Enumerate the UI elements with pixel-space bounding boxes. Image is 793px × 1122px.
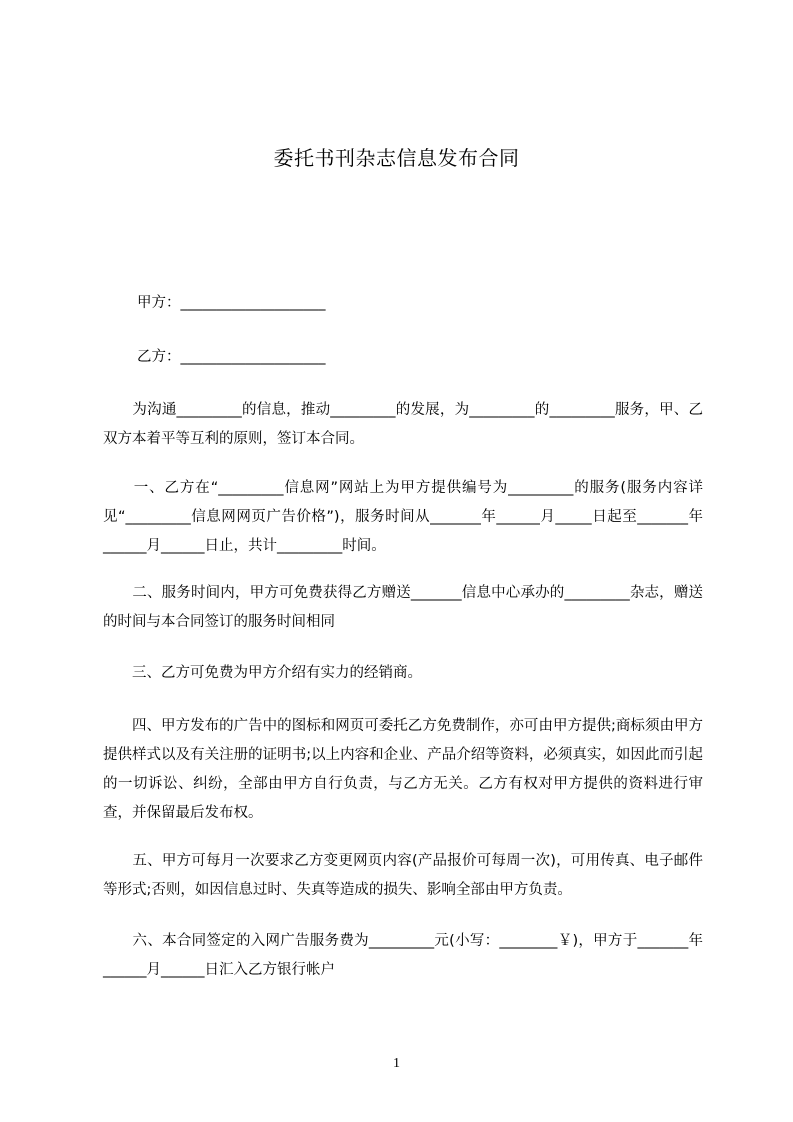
party-b-line: 乙方：____________________ xyxy=(137,349,326,365)
clause-2: 二、服务时间内，甲方可免费获得乙方赠送_______信息中心承办的_________杂志，赠送的时间与本合同签订的服务时间相同 xyxy=(103,585,703,630)
clause-3: 三、乙方可免费为甲方介绍有实力的经销商。 xyxy=(103,665,422,681)
document-title: 委托书刊杂志信息发布合同 xyxy=(273,146,520,170)
intro-paragraph: 为沟通_________的信息，推动_________的发展，为_________的_________服务，甲、乙双方本着平等互利的原则，签订本合同。 xyxy=(103,402,703,447)
clause-1: 一、乙方在“_________信息网”网站上为甲方提供编号为_________的服务(服务内容详见“_________信息网网页广告价格”)，服务时间从_______年______月_____日起至_______年______月______日止，共计_________时间。 xyxy=(103,480,703,554)
clause-6: 六、本合同签定的入网广告服务费为_________元(小写：________￥)，甲方于_______年______月______日汇入乙方银行帐户 xyxy=(103,933,703,978)
clause-4: 四、甲方发布的广告中的图标和网页可委托乙方免费制作，亦可由甲方提供;商标须由甲方提供样式以及有关注册的证明书;以上内容和企业、产品介绍等资料，必须真实，如因此而引起的一切诉讼、纠纷，全部由甲方自行负责，与乙方无关。乙方有权对甲方提供的资料进行审查，并保留最后发布权。 xyxy=(103,718,703,821)
page-number: 1 xyxy=(393,1056,400,1071)
party-a-line: 甲方：____________________ xyxy=(137,295,326,311)
clause-5: 五、甲方可每月一次要求乙方变更网页内容(产品报价可每周一次)，可用传真、电子邮件等形式;否则，如因信息过时、失真等造成的损失、影响全部由甲方负责。 xyxy=(103,853,703,898)
